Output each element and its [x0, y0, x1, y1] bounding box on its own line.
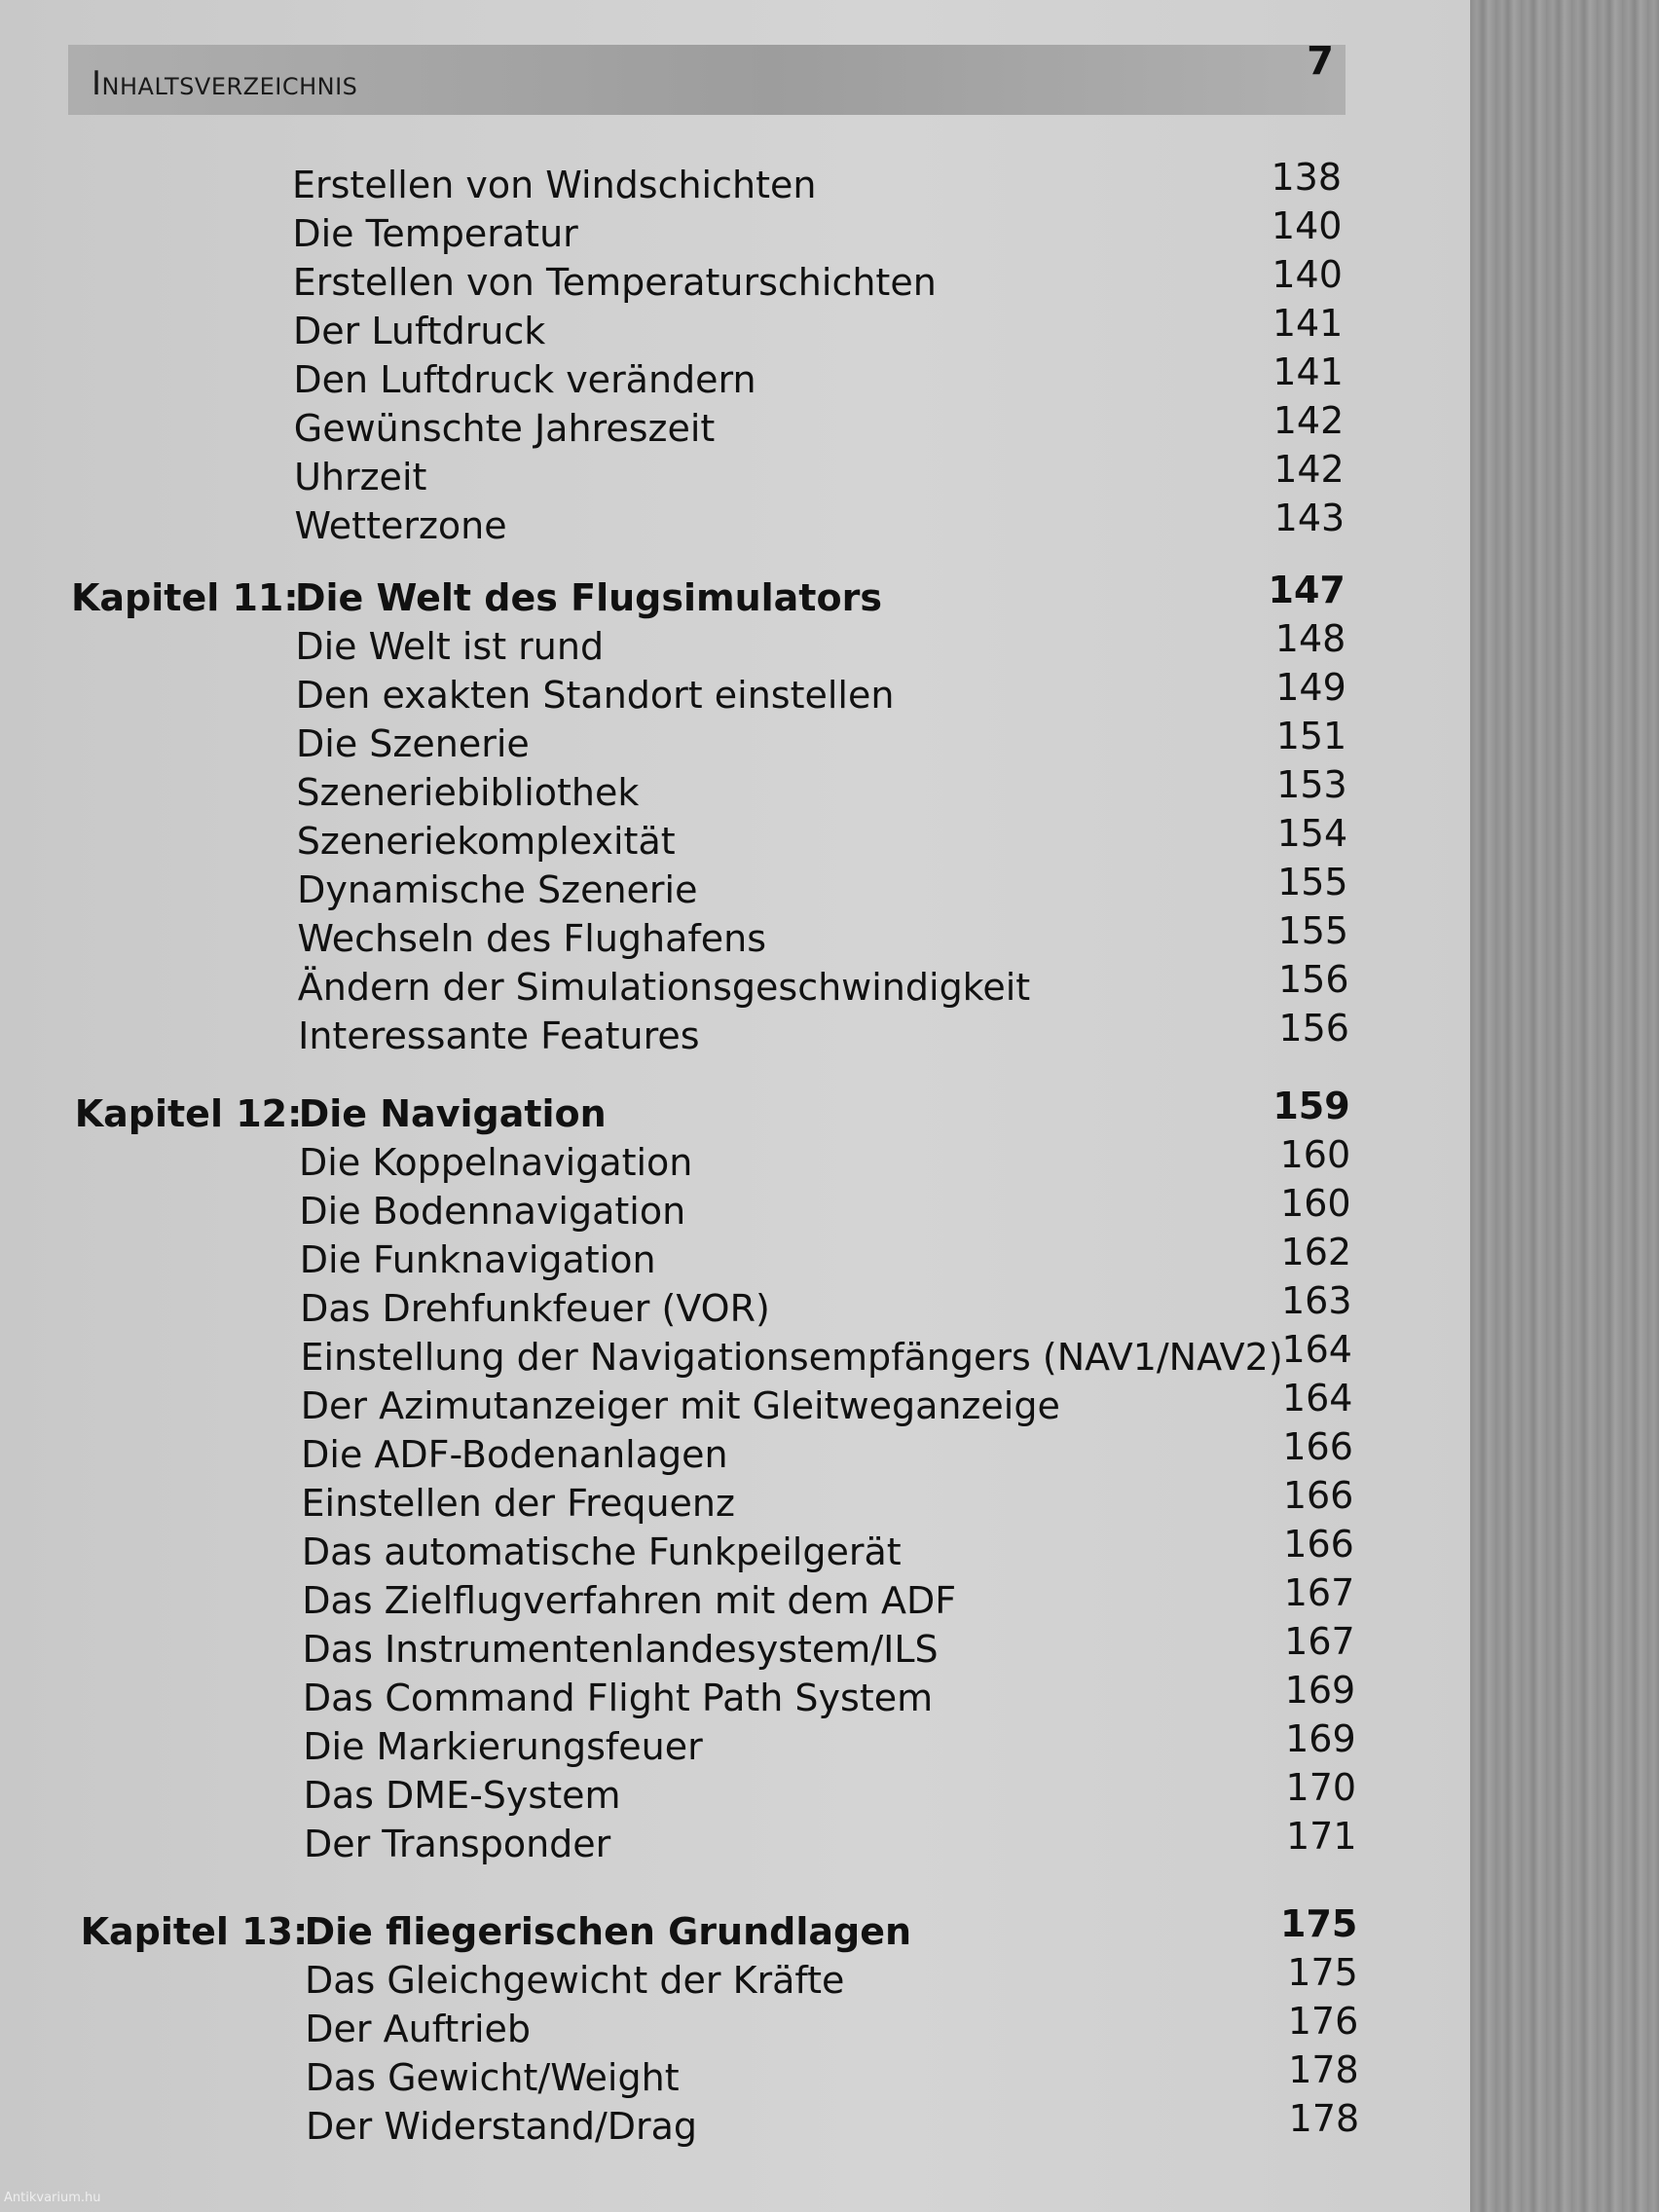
toc-entry-row	[293, 350, 1345, 405]
page-ref: 143	[1273, 497, 1346, 539]
toc-entry-row	[292, 156, 1344, 210]
toc-entry-row	[294, 448, 1346, 502]
page-ref: 178	[1288, 2097, 1360, 2140]
section-title: Das Gewicht/Weight	[305, 2056, 680, 2099]
toc-entry-row	[305, 2048, 1359, 2103]
page-ref: 175	[1287, 1951, 1358, 1994]
page-ref: 163	[1280, 1279, 1352, 1322]
chapter-label: Kapitel 12:	[74, 1092, 303, 1135]
page-header-title: Inhaltsverzeichnis	[92, 64, 358, 103]
wood-background	[1470, 0, 1659, 2212]
toc-entry-row	[299, 1182, 1351, 1236]
section-title: Der Luftdruck	[293, 310, 546, 352]
section-title: Der Widerstand/Drag	[306, 2105, 698, 2148]
section-title: Den Luftdruck verändern	[293, 358, 756, 401]
page-ref: 151	[1275, 715, 1347, 757]
toc-entry-row	[296, 763, 1347, 818]
section-title: Die Szenerie	[296, 722, 530, 765]
toc-entry-row	[293, 302, 1345, 356]
page-ref: 155	[1277, 909, 1349, 952]
toc-entry-row	[303, 1717, 1356, 1772]
page-ref: 142	[1272, 399, 1345, 442]
section-title: Ändern der Simulationsgeschwindigkeit	[297, 966, 1031, 1009]
section-title: Das Drehfunkfeuer (VOR)	[300, 1287, 770, 1330]
toc-entry-row	[294, 497, 1346, 551]
page-ref: 142	[1273, 448, 1345, 491]
page-ref: 149	[1275, 666, 1346, 709]
section-title: Erstellen von Windschichten	[292, 164, 817, 206]
section-title: Dynamische Szenerie	[297, 868, 698, 911]
section-title: Die Temperatur	[292, 212, 578, 255]
page-ref: 160	[1280, 1182, 1351, 1225]
section-title: Die ADF-Bodenanlagen	[301, 1433, 728, 1476]
toc-entry-row	[292, 204, 1344, 259]
section-title: Das Gleichgewicht der Kräfte	[304, 1959, 845, 2002]
chapter-label: Kapitel 13:	[80, 1910, 309, 1953]
page-ref: 171	[1286, 1815, 1357, 1858]
section-title: Interessante Features	[298, 1014, 700, 1057]
toc-chapter-row	[80, 1902, 1358, 1957]
page-ref: 155	[1277, 861, 1348, 903]
toc-entry-row	[293, 399, 1346, 454]
page-ref: 141	[1272, 350, 1344, 393]
section-title: Szeneriekomplexität	[296, 820, 676, 863]
toc-entry-row	[303, 1766, 1357, 1821]
page-ref: 141	[1272, 302, 1344, 345]
page-ref: 156	[1278, 1007, 1349, 1050]
chapter-label: Kapitel 11:	[70, 576, 299, 619]
page-ref: 164	[1281, 1328, 1352, 1371]
toc-entry-row	[300, 1279, 1352, 1334]
section-title: Der Azimutanzeiger mit Gleitweganzeige	[300, 1384, 1060, 1427]
toc-entry-row	[304, 1951, 1358, 2006]
toc-entry-row	[301, 1425, 1353, 1480]
section-title: Die Koppelnavigation	[299, 1141, 693, 1184]
toc-chapter-row	[74, 1085, 1350, 1139]
toc-entry-row	[296, 715, 1347, 769]
section-title: Das Zielflugverfahren mit dem ADF	[302, 1579, 957, 1622]
section-title: Das DME-System	[303, 1774, 621, 1817]
page-ref: 147	[1268, 569, 1346, 611]
toc-entry-row	[301, 1474, 1354, 1529]
toc-entry-row	[303, 1815, 1357, 1869]
page-ref: 170	[1285, 1766, 1357, 1809]
page-ref: 162	[1280, 1231, 1352, 1273]
section-title: Die Markierungsfeuer	[303, 1725, 703, 1768]
page-ref: 153	[1276, 763, 1347, 806]
section-title: Einstellen der Frequenz	[301, 1482, 735, 1525]
toc-entry-row	[295, 617, 1346, 672]
page-ref: 166	[1282, 1425, 1353, 1468]
toc-entry-row	[292, 253, 1345, 308]
section-title: Einstellung der Navigationsempfängers (NAV1/NAV2)	[300, 1336, 1283, 1379]
page-ref: 176	[1287, 2000, 1359, 2043]
section-title: Das Instrumentenlandesystem/ILS	[302, 1628, 939, 1671]
toc-entry-row	[295, 666, 1347, 720]
page-ref: 175	[1280, 1902, 1358, 1945]
page-ref: 160	[1279, 1133, 1351, 1176]
toc-entry-row	[301, 1523, 1354, 1577]
page-ref: 148	[1274, 617, 1346, 660]
toc-entry-row	[302, 1620, 1355, 1675]
toc-chapter-row	[70, 569, 1346, 623]
toc-entry-row	[296, 812, 1348, 866]
section-title: Die Bodennavigation	[299, 1190, 686, 1233]
section-title: Der Auftrieb	[305, 2008, 532, 2050]
section-title: Die Welt ist rund	[295, 625, 605, 668]
section-title: Das Command Flight Path System	[302, 1677, 934, 1719]
section-title: Die Funknavigation	[299, 1238, 656, 1281]
page-ref: 164	[1281, 1377, 1353, 1419]
page-ref: 159	[1272, 1085, 1350, 1127]
toc-entry-row	[297, 861, 1348, 915]
toc-entry-row	[297, 909, 1349, 964]
page-ref: 140	[1271, 204, 1343, 247]
page-ref: 166	[1282, 1474, 1354, 1517]
toc-entry-row	[306, 2097, 1360, 2152]
toc-entry-row	[305, 2000, 1359, 2054]
toc-entry-row	[298, 1007, 1349, 1061]
page-ref: 154	[1276, 812, 1348, 855]
watermark: Antikvarium.hu	[4, 2191, 101, 2205]
page-ref: 140	[1272, 253, 1343, 296]
page-ref: 169	[1284, 1669, 1356, 1712]
toc-entry-row	[300, 1377, 1353, 1431]
section-title: Wechseln des Flughafens	[297, 917, 767, 960]
chapter-title: Die Welt des Flugsimulators	[294, 576, 882, 619]
page-ref: 138	[1271, 156, 1342, 199]
chapter-title: Die Navigation	[298, 1092, 607, 1135]
page-ref: 169	[1285, 1717, 1356, 1760]
section-title: Der Transponder	[303, 1823, 611, 1865]
page-ref: 178	[1288, 2048, 1359, 2091]
section-title: Uhrzeit	[294, 456, 427, 498]
section-title: Gewünschte Jahreszeit	[293, 407, 716, 450]
page-ref: 156	[1277, 958, 1349, 1001]
page-ref: 167	[1284, 1620, 1355, 1663]
section-title: Wetterzone	[294, 504, 507, 547]
toc-entry-row	[300, 1328, 1352, 1382]
section-title: Den exakten Standort einstellen	[295, 674, 895, 717]
section-title: Erstellen von Temperaturschichten	[292, 261, 937, 304]
page-number: 7	[1307, 39, 1334, 84]
section-title: Das automatische Funkpeilgerät	[301, 1530, 902, 1573]
toc-entry-row	[299, 1231, 1352, 1285]
toc-entry-row	[302, 1571, 1355, 1626]
chapter-title: Die fliegerischen Grundlagen	[304, 1910, 912, 1953]
section-title: Szeneriebibliothek	[296, 771, 640, 814]
toc-entry-row	[299, 1133, 1351, 1188]
page-ref: 167	[1283, 1571, 1355, 1614]
toc-entry-row	[297, 958, 1349, 1013]
toc-entry-row	[302, 1669, 1356, 1723]
page-ref: 166	[1283, 1523, 1354, 1566]
